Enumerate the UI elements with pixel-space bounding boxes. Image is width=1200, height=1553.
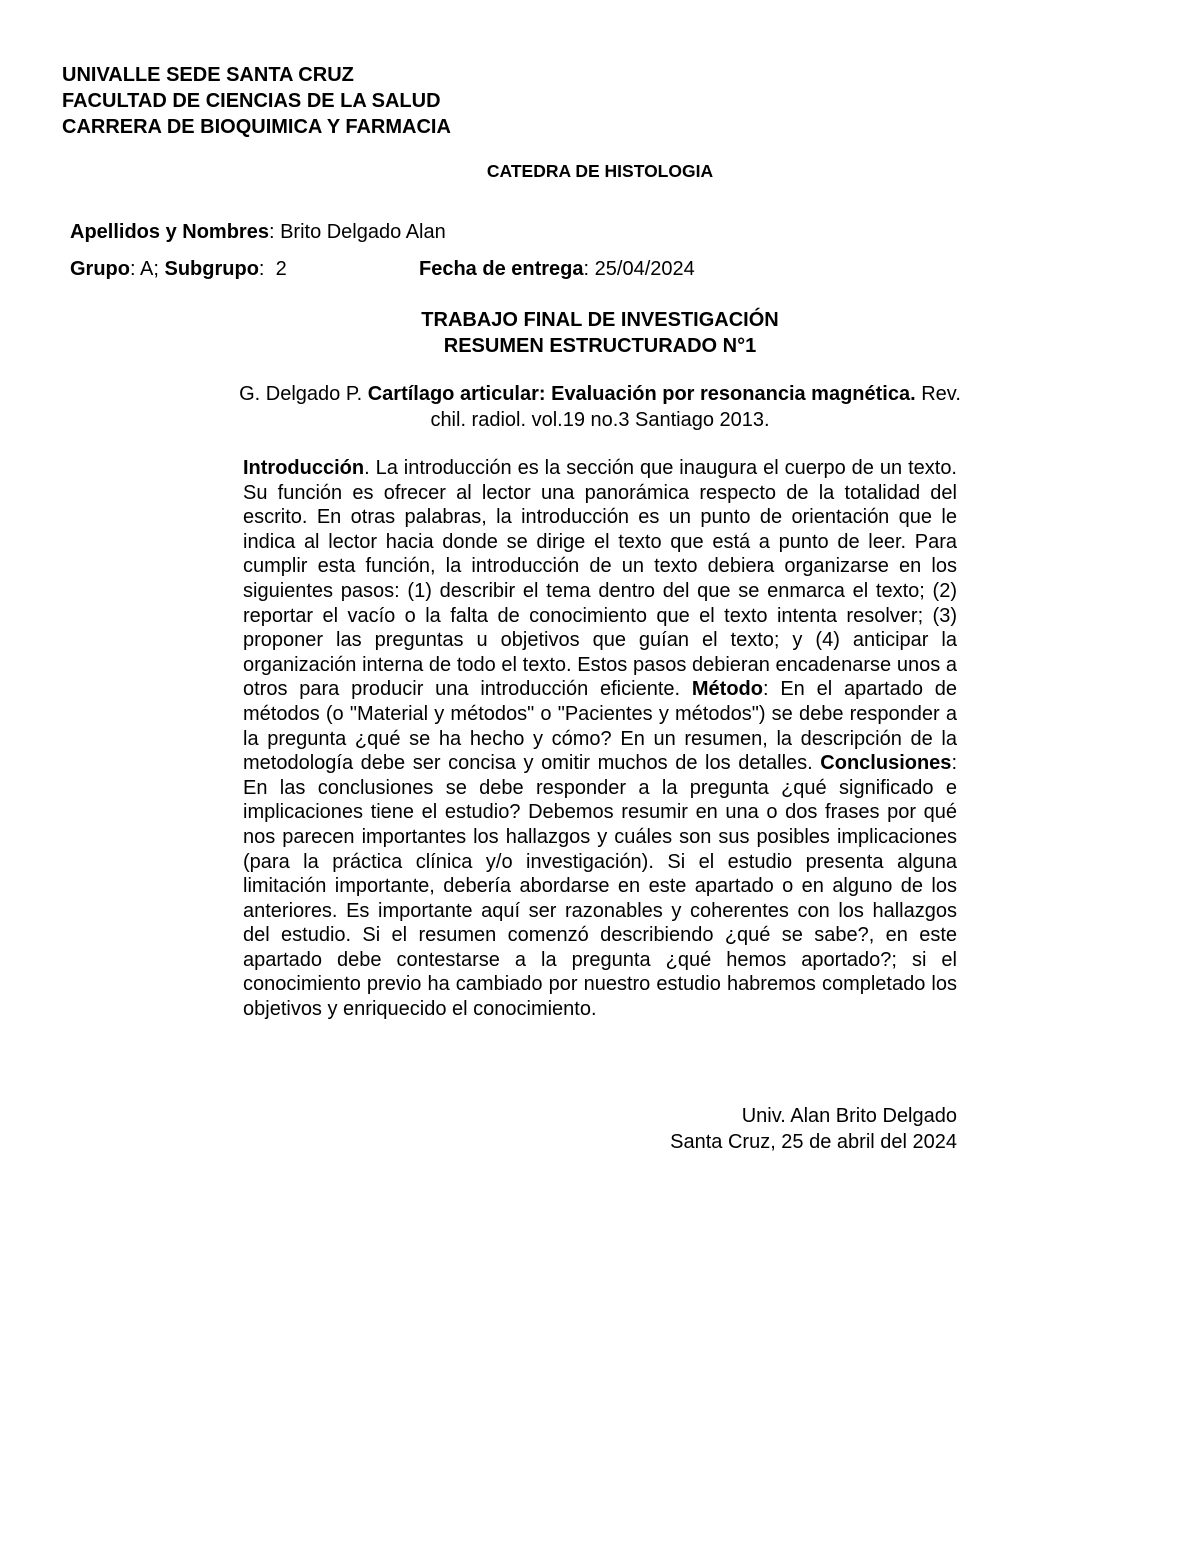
article-citation: [230, 381, 970, 433]
subgroup-value: 2: [275, 258, 287, 280]
method-label: Método: [691, 678, 763, 701]
signature-name: Univ. Alan Brito Delgado: [741, 1105, 957, 1127]
structured-summary: [243, 456, 957, 1022]
delivery-date-label: Fecha de entrega: [419, 258, 584, 280]
institution-header: [62, 62, 451, 140]
signature-place-date: Santa Cruz, 25 de abril del 2024: [670, 1131, 957, 1153]
faculty-name: FACULTAD DE CIENCIAS DE LA SALUD: [62, 90, 441, 112]
career-name: CARRERA DE BIOQUIMICA Y FARMACIA: [62, 116, 451, 138]
citation-journal: Rev. chil. radiol. vol.19 no.3 Santiago 2013.: [430, 383, 961, 431]
delivery-date-value: 25/04/2024: [594, 258, 695, 280]
institution-name: UNIVALLE SEDE SANTA CRUZ: [62, 64, 354, 86]
intro-label: Introducción: [243, 457, 365, 479]
student-name-value: Brito Delgado Alan: [280, 221, 446, 243]
group-label: Grupo: [70, 258, 130, 280]
student-name-label: Apellidos y Nombres: [70, 221, 269, 243]
student-name-field: Apellidos y Nombres: Brito Delgado Alan: [70, 221, 446, 243]
group-field: Grupo: A; Subgrupo: 2: [70, 258, 287, 280]
group-value: A: [140, 258, 154, 280]
citation-article-title: Cartílago articular: Evaluación por resonancia magnética.: [367, 383, 916, 405]
subgroup-label: Subgrupo: [164, 258, 259, 280]
title-line-2: RESUMEN ESTRUCTURADO N°1: [443, 335, 757, 357]
method-text: : En el apartado de métodos (o "Material y métodos" o "Pacientes y métodos") se debe responder a la pregunta ¿qué se ha hecho y cómo? En un resumen, la descripción de la metodología debe ser concisa y omitir muchos de los detalles.: [243, 678, 957, 775]
conclusions-text: : En las conclusiones se debe responder a la pregunta ¿qué significado e implicaciones tiene el estudio? Debemos resumir en una o dos frases por qué nos parecen importantes los hallazgos y cuáles son sus posibles implicaciones (para la práctica clínica y/o investigación). Si el estudio presenta alguna limitación importante, debería abordarse en este apartado o en alguno de los anteriores. Es importante aquí ser razonables y coherentes con los hallazgos del estudio. Si el resumen comenzó describiendo ¿qué se sabe?, en este apartado debe contestarse a la pregunta ¿qué hemos aportado?; si el conocimiento previo ha cambiado por nuestro estudio habremos completado los objetivos y enriquecido el conocimiento.: [243, 752, 957, 1021]
document-title: [0, 307, 1200, 359]
intro-text: . La introducción es la sección que inaugura el cuerpo de un texto. Su función es ofrecer al lector una panorámica respecto de la totalidad del escrito. En otras palabras, la introducción es un punto de orientación que le indica al lector hacia donde se dirige el texto que está a punto de leer. Para cumplir esta función, la introducción de un texto debiera organizarse en los siguientes pasos: (1) describir el tema dentro del que se enmarca el texto; (2) reportar el vacío o la falta de conocimiento que el texto intenta resolver; (3) proponer las preguntas u objetivos que guían el texto; y (4) anticipar la organización interna de todo el texto. Estos pasos debieran encadenarse unos a otros para producir una introducción eficiente.: [243, 457, 957, 701]
conclusions-label: Conclusiones: [820, 752, 952, 775]
delivery-date-field: Fecha de entrega: 25/04/2024: [419, 258, 695, 280]
title-line-1: TRABAJO FINAL DE INVESTIGACIÓN: [421, 309, 779, 331]
chair-title: CATEDRA DE HISTOLOGIA: [486, 161, 714, 181]
signature-block: [670, 1103, 957, 1155]
citation-author: G. Delgado P.: [239, 383, 363, 405]
